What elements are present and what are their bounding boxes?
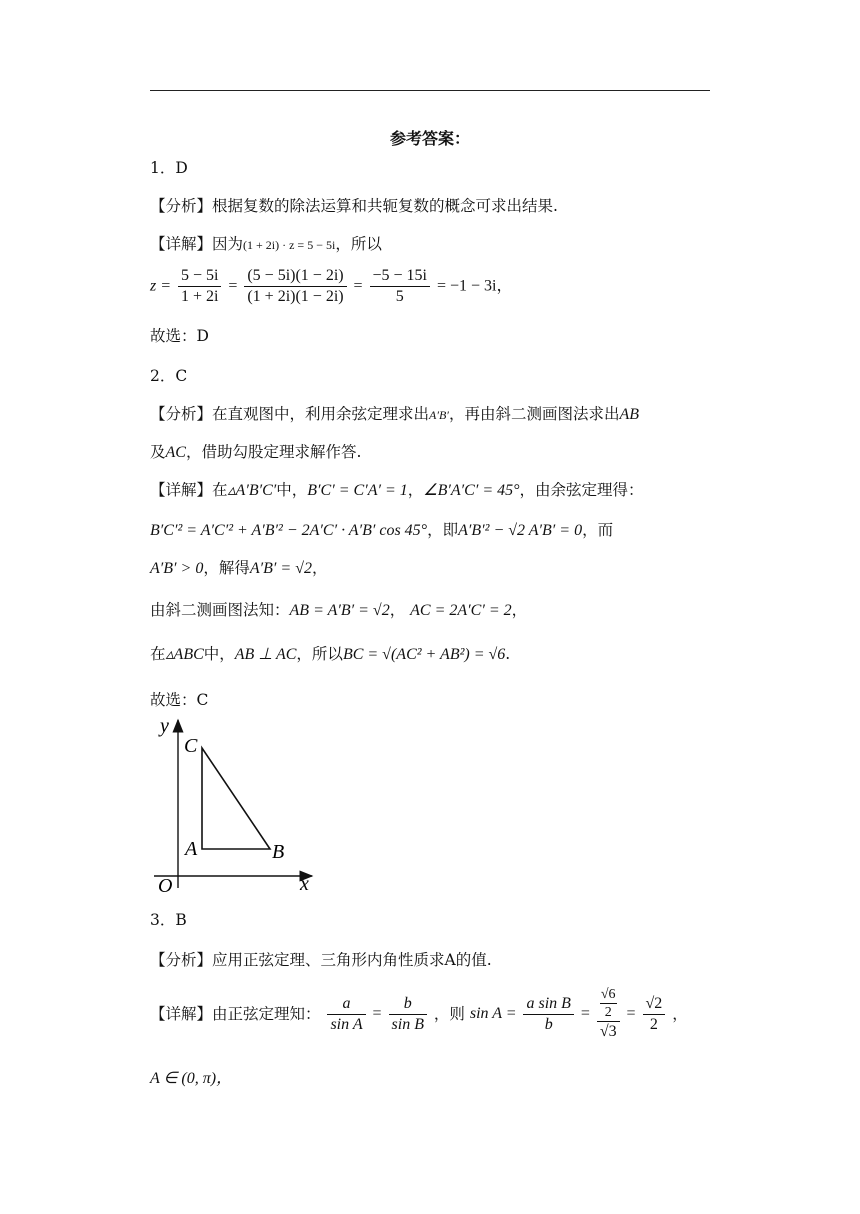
q3-detail-a: 【详解】由正弦定理知：	[150, 1005, 321, 1023]
q2-detail-3c: A′B′ = √2	[249, 560, 312, 577]
q2-line5	[150, 644, 510, 665]
q3-frac-4-den: √3	[599, 1023, 617, 1040]
q2-analysis-1d: AB	[619, 406, 639, 423]
q3-frac-3-num: a sin B	[523, 994, 573, 1015]
q2-detail-2d: ，而	[582, 521, 614, 539]
q2-analysis-line2	[150, 442, 361, 463]
q2-detail-1c: 中，	[276, 481, 308, 499]
q2-line4d: AC = 2A′C′ = 2	[410, 602, 512, 619]
q3-frac-5	[643, 994, 666, 1035]
q2-line5c: 中，	[203, 645, 235, 663]
q2-analysis-2c: ，借助勾股定理求解作答.	[185, 443, 362, 461]
q3-detail-b: ，则	[433, 1005, 465, 1023]
q3-answer: 3．B	[150, 911, 187, 929]
q3-frac-3-den: b	[544, 1015, 553, 1033]
q1-frac-3	[370, 266, 431, 307]
q2-analysis-2b: AC	[165, 444, 186, 461]
q2-line5d: AB ⊥ AC	[234, 646, 297, 663]
q3-frac-4-num-den: 2	[604, 1005, 612, 1020]
q1-detail-prefix: 【详解】因为	[150, 235, 244, 253]
q2-detail-1b: ▵A′B′C′	[227, 482, 277, 499]
q2-line5g: .	[505, 645, 511, 663]
q2-line5b: ▵ABC	[165, 646, 204, 663]
q3-frac-1	[327, 994, 365, 1035]
q2-detail-1d: B′C′ = C′A′ = 1	[307, 482, 408, 499]
q1-detail-suffix: ，所以	[335, 235, 382, 253]
q3-frac-2-num: b	[389, 994, 427, 1015]
q1-frac-2-den: (1 + 2i)(1 − 2i)	[247, 288, 344, 305]
q3-frac-2	[389, 994, 427, 1035]
q3-frac-4-num	[597, 986, 620, 1022]
q2-analysis-2a: 及	[150, 443, 166, 461]
q1-result: = −1 − 3i，	[436, 277, 513, 295]
q2-line5a: 在	[150, 645, 166, 663]
q3-sin-a: sin A =	[469, 1005, 517, 1022]
q2-line4	[150, 600, 527, 621]
q1-frac-1	[178, 266, 221, 307]
q2-detail-1a: 【详解】在	[150, 481, 228, 499]
q1-frac-1-den: 1 + 2i	[180, 288, 219, 305]
q2-analysis-1c: ，再由斜二测画图法求出	[448, 405, 620, 423]
q3-frac-1-num: a	[327, 994, 365, 1015]
q2-detail-3d: ，	[311, 559, 328, 577]
q1-frac-2-num: (5 − 5i)(1 − 2i)	[244, 266, 346, 287]
q3-detail-c: ，	[672, 1005, 688, 1023]
q1-choose: 故选：D	[150, 327, 209, 345]
q2-detail-line2	[150, 520, 613, 541]
page-title: 参考答案：	[389, 129, 470, 148]
q2-detail-3a: A′B′ > 0	[150, 560, 204, 577]
q2-detail-line1	[150, 480, 644, 501]
q2-line4a: 由斜二测画图法知：	[150, 601, 290, 619]
q1-detail-expr: (1 + 2i) · z = 5 − 5i	[243, 238, 336, 252]
q1-frac-1-num: 5 − 5i	[178, 266, 221, 287]
q1-detail	[150, 234, 382, 255]
q2-detail-2c: A′B′² − √2 A′B′ = 0	[458, 522, 583, 539]
q1-frac-3-num: −5 − 15i	[370, 266, 431, 287]
q2-choose: 故选：C	[150, 691, 209, 709]
x-label: x	[300, 873, 309, 895]
q1-equation: z = $\frac{5 - 5i}{1 + 2i}$ = $\frac{(5 - 5i)(1 - 2i)}{(1 + 2i)(1 - 2i)}$ = $\frac{-5 - 15i}{5}$ = −1 − 3i，	[150, 267, 513, 305]
point-b-label: B	[272, 841, 285, 863]
q1-analysis: 【分析】根据复数的除法运算和共轭复数的概念可求出结果.	[150, 197, 558, 215]
q2-line4e: ，	[511, 601, 528, 619]
q2-analysis-1a: 【分析】在直观图中，利用余弦定理求出	[150, 405, 430, 423]
q2-detail-line3	[150, 558, 328, 579]
q1-frac-2	[244, 266, 346, 307]
q1-frac-3-den: 5	[395, 288, 404, 305]
q3-frac-4-num-num: √6	[600, 987, 616, 1002]
triangle-abc	[202, 748, 270, 849]
y-label: y	[160, 715, 169, 737]
q2-analysis-1b: A′B′	[429, 408, 449, 422]
q2-line4b: AB = A′B′ = √2	[289, 602, 390, 619]
q2-line5f: BC = √(AC² + AB²) = √6	[342, 646, 506, 663]
q2-detail-3b: ，解得	[203, 559, 250, 577]
point-c-label: C	[184, 735, 198, 757]
q3-frac-5-num: √2	[643, 994, 666, 1015]
q2-detail-1f: ∠B′A′C′ = 45°	[423, 482, 520, 499]
q3-detail: 【详解】由正弦定理知： $\frac{a}{\text{sin A}}$ = $\frac{b}{\text{sin B}}$ ，则 sin A = $\frac{\text{a sin B}}{b}$ = √6 2 √3 = $\frac{√2}{2}$ ，	[150, 987, 688, 1040]
origin-label: O	[158, 875, 173, 897]
q3-analysis: 【分析】应用正弦定理、三角形内角性质求A的值.	[150, 951, 492, 969]
q2-detail-1e: ，	[407, 481, 424, 499]
q3-frac-4	[597, 986, 620, 1042]
q2-line4c: ，	[389, 601, 406, 619]
q1-z-eq: z =	[150, 277, 172, 295]
q2-detail-2a: B′C′² = A′C′² + A′B′² − 2A′C′ · A′B′ cos 45°	[150, 522, 428, 539]
q2-answer: 2．C	[150, 367, 188, 385]
q1-answer: 1．D	[150, 159, 188, 177]
q3-frac-5-den: 2	[649, 1015, 658, 1033]
q3-range	[150, 1068, 232, 1089]
q3-frac-2-den: sin B	[391, 1015, 424, 1033]
point-a-label: A	[185, 838, 198, 860]
q2-detail-1g: ，由余弦定理得：	[519, 481, 644, 499]
q2-figure	[150, 712, 320, 902]
q3-range-text: A ∈ (0, π)，	[150, 1070, 233, 1087]
q2-analysis-line1	[150, 404, 639, 425]
q3-frac-1-den: sin A	[330, 1015, 363, 1033]
header-rule	[150, 90, 710, 91]
q2-detail-2b: ，即	[427, 521, 459, 539]
q2-line5e: ，所以	[296, 645, 343, 663]
q3-frac-3	[523, 994, 573, 1035]
